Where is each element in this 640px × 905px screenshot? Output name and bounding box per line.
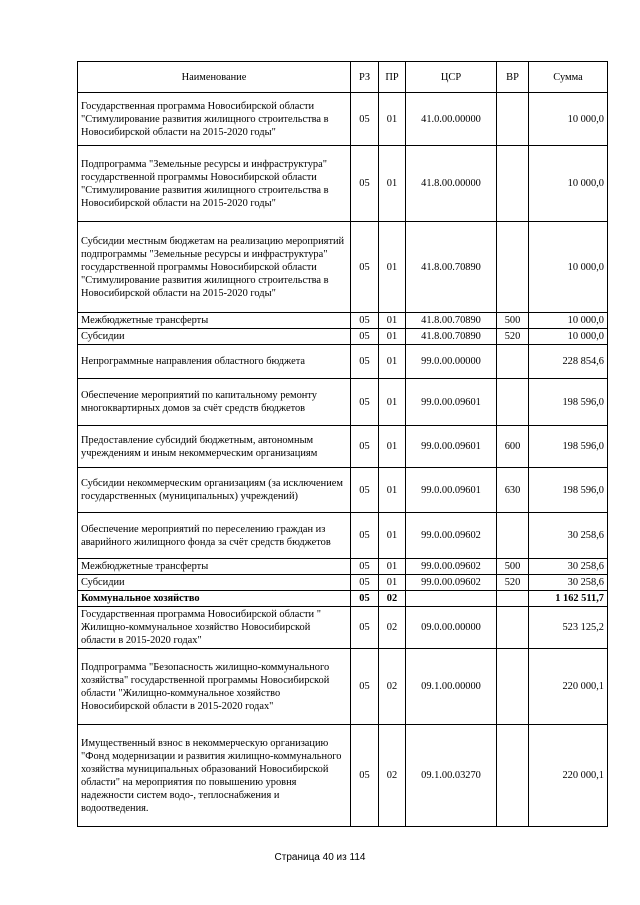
header-vr: ВР xyxy=(497,62,529,93)
table-row xyxy=(78,575,608,591)
row-sum: 10 000,0 xyxy=(529,313,608,329)
row-pr: 01 xyxy=(379,345,406,379)
row-sum: 10 000,0 xyxy=(529,329,608,345)
row-name: Непрограммные направления областного бюджета xyxy=(78,345,351,379)
row-csr: 41.8.00.00000 xyxy=(406,146,497,222)
row-csr: 99.0.00.00000 xyxy=(406,345,497,379)
row-sum: 198 596,0 xyxy=(529,426,608,468)
row-sum: 10 000,0 xyxy=(529,146,608,222)
row-vr xyxy=(497,513,529,559)
row-rz: 05 xyxy=(351,222,379,313)
table-row xyxy=(78,607,608,649)
table-row xyxy=(78,345,608,379)
row-csr: 41.8.00.70890 xyxy=(406,222,497,313)
row-csr: 99.0.00.09602 xyxy=(406,575,497,591)
row-csr xyxy=(406,591,497,607)
row-pr: 02 xyxy=(379,649,406,725)
row-name: Подпрограмма "Безопасность жилищно-коммунального хозяйства" государственной программы Новосибирской области "Жилищно-коммунальное хозяйство Новосибирской области в 2015-2020 годах" xyxy=(78,649,351,725)
row-sum: 198 596,0 xyxy=(529,468,608,513)
header-rz: РЗ xyxy=(351,62,379,93)
table-row xyxy=(78,379,608,426)
row-vr xyxy=(497,607,529,649)
row-sum: 10 000,0 xyxy=(529,222,608,313)
row-rz: 05 xyxy=(351,379,379,426)
header-name: Наименование xyxy=(78,62,351,93)
row-rz: 05 xyxy=(351,426,379,468)
row-rz: 05 xyxy=(351,146,379,222)
row-rz: 05 xyxy=(351,468,379,513)
row-name: Субсидии xyxy=(78,575,351,591)
row-vr: 630 xyxy=(497,468,529,513)
row-pr: 01 xyxy=(379,575,406,591)
row-rz: 05 xyxy=(351,725,379,827)
row-name: Государственная программа Новосибирской области " Жилищно-коммунальное хозяйство Новосибирской области в 2015-2020 годах" xyxy=(78,607,351,649)
row-pr: 02 xyxy=(379,725,406,827)
row-sum: 220 000,1 xyxy=(529,649,608,725)
budget-table xyxy=(77,61,608,827)
table-row xyxy=(78,329,608,345)
header-pr: ПР xyxy=(379,62,406,93)
row-sum: 220 000,1 xyxy=(529,725,608,827)
table-row xyxy=(78,222,608,313)
row-name: Субсидии местным бюджетам на реализацию мероприятий подпрограммы "Земельные ресурсы и инфраструктура" государственной программы Новосибирской области "Стимулирование развития жилищного строительства в Новосибирской области на 2015-2020 годы" xyxy=(78,222,351,313)
row-vr xyxy=(497,649,529,725)
row-name: Обеспечение мероприятий по переселению граждан из аварийного жилищного фонда за счёт средств бюджетов xyxy=(78,513,351,559)
row-csr: 99.0.00.09602 xyxy=(406,513,497,559)
row-pr: 02 xyxy=(379,607,406,649)
row-pr: 01 xyxy=(379,146,406,222)
row-name: Имущественный взнос в некоммерческую организацию "Фонд модернизации и развития жилищно-коммунального хозяйства муниципальных образований Новосибирской области" на мероприятия по повышению уровня надежности систем водо-, теплоснабжения и водоотведения. xyxy=(78,725,351,827)
row-csr: 41.0.00.00000 xyxy=(406,93,497,146)
row-sum: 10 000,0 xyxy=(529,93,608,146)
row-rz: 05 xyxy=(351,559,379,575)
table-row xyxy=(78,559,608,575)
row-csr: 99.0.00.09601 xyxy=(406,468,497,513)
row-name: Предоставление субсидий бюджетным, автономным учреждениям и иным некоммерческим организациям xyxy=(78,426,351,468)
row-pr: 01 xyxy=(379,93,406,146)
row-vr xyxy=(497,146,529,222)
row-sum: 30 258,6 xyxy=(529,575,608,591)
row-rz: 05 xyxy=(351,329,379,345)
table-header-row xyxy=(78,62,608,93)
row-pr: 01 xyxy=(379,426,406,468)
row-name: Подпрограмма "Земельные ресурсы и инфраструктура" государственной программы Новосибирской области "Стимулирование развития жилищного строительства в Новосибирской области на 2015-2020 годы" xyxy=(78,146,351,222)
table-row xyxy=(78,146,608,222)
row-vr xyxy=(497,591,529,607)
header-csr: ЦСР xyxy=(406,62,497,93)
row-sum: 30 258,6 xyxy=(529,513,608,559)
table-row xyxy=(78,468,608,513)
table-row xyxy=(78,426,608,468)
row-rz: 05 xyxy=(351,93,379,146)
row-csr: 41.8.00.70890 xyxy=(406,313,497,329)
row-csr: 99.0.00.09601 xyxy=(406,426,497,468)
row-vr: 500 xyxy=(497,559,529,575)
table-row xyxy=(78,313,608,329)
row-pr: 01 xyxy=(379,379,406,426)
row-name: Субсидии xyxy=(78,329,351,345)
row-vr xyxy=(497,379,529,426)
page-number: Страница 40 из 114 xyxy=(274,852,366,863)
row-pr: 01 xyxy=(379,329,406,345)
row-name: Коммунальное хозяйство xyxy=(78,591,351,607)
row-pr: 01 xyxy=(379,559,406,575)
row-pr: 01 xyxy=(379,313,406,329)
row-sum: 30 258,6 xyxy=(529,559,608,575)
row-rz: 05 xyxy=(351,345,379,379)
row-sum: 1 162 511,7 xyxy=(529,591,608,607)
row-sum: 228 854,6 xyxy=(529,345,608,379)
row-pr: 01 xyxy=(379,222,406,313)
row-csr: 41.8.00.70890 xyxy=(406,329,497,345)
row-vr xyxy=(497,725,529,827)
row-csr: 09.1.00.00000 xyxy=(406,649,497,725)
row-pr: 01 xyxy=(379,468,406,513)
row-csr: 09.1.00.03270 xyxy=(406,725,497,827)
table-row xyxy=(78,93,608,146)
row-rz: 05 xyxy=(351,649,379,725)
row-vr: 520 xyxy=(497,575,529,591)
row-rz: 05 xyxy=(351,313,379,329)
row-name: Государственная программа Новосибирской области "Стимулирование развития жилищного строительства в Новосибирской области на 2015-2020 годы" xyxy=(78,93,351,146)
table-row xyxy=(78,725,608,827)
table-row xyxy=(78,513,608,559)
row-sum: 198 596,0 xyxy=(529,379,608,426)
row-csr: 99.0.00.09601 xyxy=(406,379,497,426)
row-rz: 05 xyxy=(351,513,379,559)
row-sum: 523 125,2 xyxy=(529,607,608,649)
row-pr: 01 xyxy=(379,513,406,559)
row-vr xyxy=(497,222,529,313)
row-rz: 05 xyxy=(351,607,379,649)
row-vr xyxy=(497,93,529,146)
row-name: Обеспечение мероприятий по капитальному ремонту многоквартирных домов за счёт средств бюджетов xyxy=(78,379,351,426)
row-vr: 500 xyxy=(497,313,529,329)
row-pr: 02 xyxy=(379,591,406,607)
row-rz: 05 xyxy=(351,575,379,591)
row-name: Межбюджетные трансферты xyxy=(78,559,351,575)
row-vr: 520 xyxy=(497,329,529,345)
row-name: Субсидии некоммерческим организациям (за исключением государственных (муниципальных) учреждений) xyxy=(78,468,351,513)
row-rz: 05 xyxy=(351,591,379,607)
table-row xyxy=(78,591,608,607)
row-vr: 600 xyxy=(497,426,529,468)
row-csr: 09.0.00.00000 xyxy=(406,607,497,649)
row-name: Межбюджетные трансферты xyxy=(78,313,351,329)
row-csr: 99.0.00.09602 xyxy=(406,559,497,575)
row-vr xyxy=(497,345,529,379)
header-sum: Сумма xyxy=(529,62,608,93)
table-row xyxy=(78,649,608,725)
